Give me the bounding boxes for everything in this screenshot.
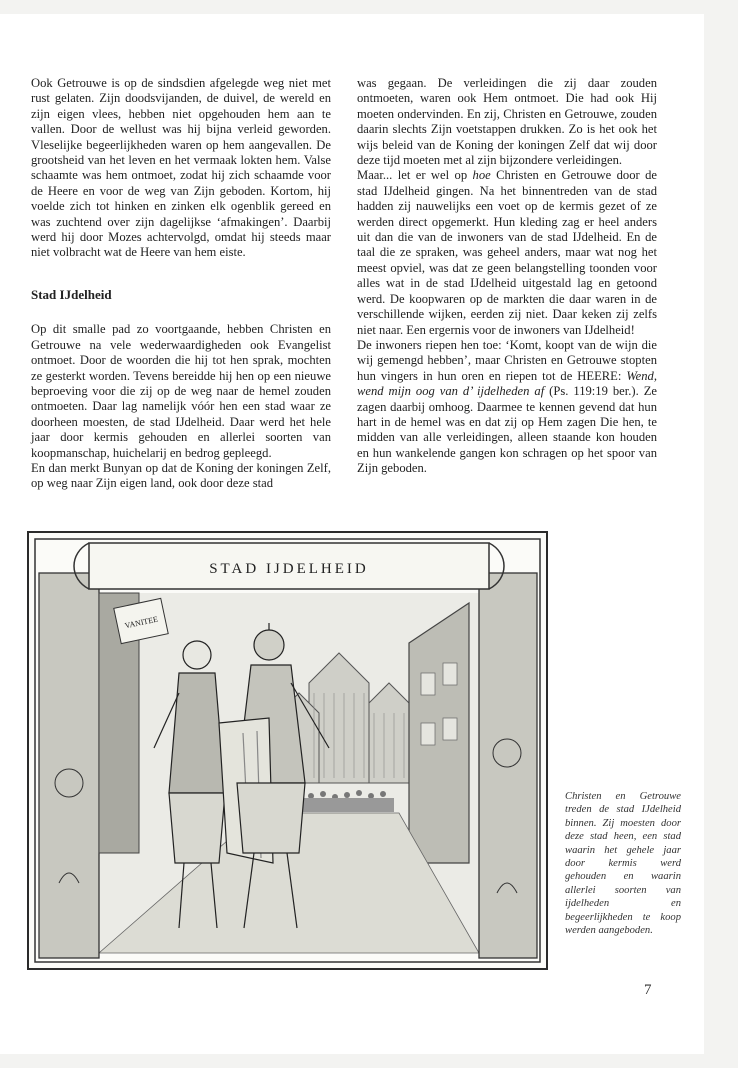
right-paragraph-2-text-b: Christen en Getrouwe door de stad IJdelheid gingen. Na het binnentreden van de stad hadden zij nauwelijks een voet op de kermis gezet of ze werden direct opgemerkt. Hun kleding zag er heel anders uit dan die van de inwoners van de stad IJdelheid. En de taal die ze spraken, was geheel anders, maar wat nog het meest opviel, was dat ze geen belangstelling toonden voor alles wat in de stad IJdelheid uitgestald lag en getoond werd. De koopwaren op de markten die daar waren in de verschillende wijken, eerden zij niet. Daar keken zij zelfs niet naar. Een ergernis voor de inwoners van IJdelheid! — [357, 168, 657, 337]
right-building — [409, 603, 469, 863]
page-number: 7 — [644, 982, 652, 998]
illustration-caption: Christen en Getrouwe treden de stad IJdelheid binnen. Zij moesten door deze stad heen, een stad waarin het gehele jaar door kermis werd gehouden en waarin allerlei soorten van ijdelheden en begeerlijkheden te koop werden aangeboden. — [565, 791, 681, 937]
right-paragraph-1: was gegaan. De verleidingen die zij daar zouden ontmoeten, waren ook Hem ontmoet. Die had ook Hij moeten ondervinden. En zij, Christen en Getrouwe, zouden daarin slechts Zijn voetstappen drukken. Zo is het ook het wijs beleid van de Koning der koningen Zelf dat wij door deze tijd moeten met al zijn bijzondere verleidingen. — [357, 76, 657, 168]
right-paragraph-3-text-a: De inwoners riepen hen toe: ‘Komt, koopt van de wijn die wij gemengd hebben’, maar Christen en Getrouwe stopten hun vingers in hun oren en riepen tot de HEERE: — [357, 337, 657, 383]
left-paragraph-1: Ook Getrouwe is op de sindsdien afgelegde weg niet met rust gelaten. Zijn doodsvijanden, de duivel, de wereld en zijn eigen vlees, hebben niet opgehouden hem aan te vallen. Door de wellust was hij bijna verleid geworden. Vleselijke begeerlijkheden waren op hem aangevallen. De grootsheid van het leven en het vermaak lokten hem. Valse schaamte was hem ontmoet, zodat hij zich schaamde voor de Heere en voor de weg van Zijn geboden. Kortom, hij voelde zich tot hinken en zinken elk ogenblik gereed en was zuchtend over zijn dagelijkse ‘afmakingen’. Daarbij werd hij door Mozes achtervolgd, omdat hij steeds maar niet volbracht wat de Heere van hem eiste. — [31, 76, 331, 260]
left-pillar — [39, 573, 99, 958]
psalm-quote: Wend, wend mijn oog van d’ ijdelheden af — [357, 368, 657, 399]
right-paragraph-2-emphasis: hoe — [472, 168, 491, 183]
left-paragraph-3: En dan merkt Bunyan op dat de Koning der koningen Zelf, op weg naar Zijn eigen land, ook door deze stad — [31, 460, 331, 491]
left-column — [31, 76, 331, 492]
right-pillar — [479, 573, 537, 958]
right-paragraph-2 — [357, 168, 657, 337]
banner-title: STAD IJDELHEID — [209, 561, 369, 577]
sign-text: VANITEE — [123, 614, 159, 631]
left-paragraph-2: Op dit smalle pad zo voortgaande, hebben Christen en Getrouwe na vele wederwaardigheden ook Evangelist ontmoet. Door de woorden die hij tot hen sprak, mochten ze gesterkt worden. Tevens bereidde hij hen op een nieuwe beproeving voor die zij op de weg naar de hemel zouden ontmoeten. Daar lag namelijk vóór hen een stad waar ze doorheen moesten, de stad IJdelheid. Daar werd het hele jaar door kermis gehouden en allerlei soorten van koopmanschap, huichelarij en bedrog gepleegd. — [31, 322, 331, 460]
engraving-illustration — [27, 531, 548, 970]
right-paragraph-2-text-a: Maar... let er wel op — [357, 168, 473, 183]
right-paragraph-3-text-b: (Ps. 119:19 ber.). Ze zagen daarbij omhoog. Daarmee te kennen gevend dat hun hart in de hemel was en dat zij op Hem zagen Die hen, te midden van alle verleidingen, alleen staande kon houden en hun wankelende gangen kon schragen op het spoor van Zijn geboden. — [357, 384, 657, 476]
section-heading: Stad IJdelheid — [31, 286, 112, 302]
right-column — [357, 76, 657, 477]
right-paragraph-3 — [357, 338, 657, 477]
engraving-svg — [29, 533, 546, 968]
